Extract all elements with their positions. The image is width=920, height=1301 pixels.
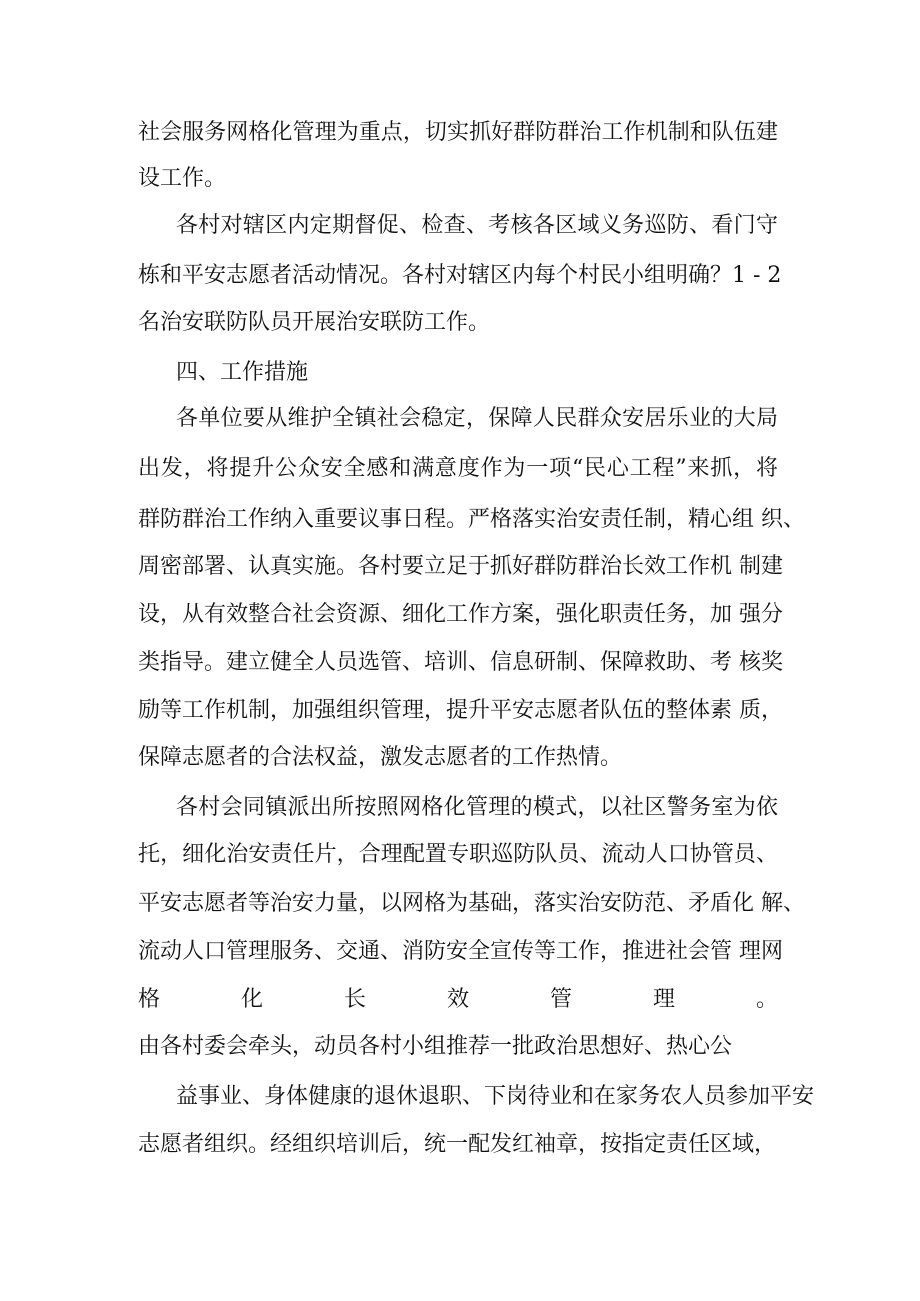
text-line-21: 益事业、身体健康的退休退职、下岗待业和在家务农人员参加平安 — [176, 1084, 815, 1109]
text-line-17: 平安志愿者等治安力量，以网格为基础，落实治安防范、矛盾化 解、 — [138, 891, 805, 916]
text-line-18: 流动人口管理服务、交通、消防安全宣传等工作，推进社会管 理网 — [138, 939, 783, 964]
text-line-11: 设，从有效整合社会资源、细化工作方案，强化职责任务，加 强分 — [138, 602, 783, 627]
text-line-4: 栋和平安志愿者活动情况。各村对辖区内每个村民小组明确？1 - 2 — [138, 263, 782, 288]
text-line-13: 励等工作机制，加强组织管理，提升平安志愿者队伍的整体素 质， — [138, 698, 783, 723]
text-line-5: 名治安联防队员开展治安联防工作。 — [138, 310, 491, 335]
text-line-19: 格化长效管理。 — [138, 987, 778, 1012]
text-line-20: 由各村委会牵头，动员各村小组推荐一批政治思想好、热心公 — [138, 1034, 733, 1059]
text-line-10: 周密部署、认真实施。各村要立足于抓好群防群治长效工作机 制建 — [138, 554, 783, 579]
text-line-7: 各单位要从维护全镇社会稳定，保障人民群众安居乐业的大局 — [176, 406, 778, 431]
text-line-14: 保障志愿者的合法权益，激发志愿者的工作热情。 — [138, 745, 623, 770]
text-line-22: 志愿者组织。经组织培训后，统一配发红袖章，按指定责任区域， — [138, 1132, 777, 1157]
text-line-8: 出发，将提升公众安全感和满意度作为一项“民心工程”来抓，将 — [138, 456, 778, 481]
text-line-16: 托，细化治安责任片，合理配置专职巡防队员、流动人口协管员、 — [138, 842, 778, 867]
text-line-9: 群防群治工作纳入重要议事日程。严格落实治安责任制，精心组 织、 — [138, 507, 805, 532]
text-line-3: 各村对辖区内定期督促、检查、考核各区域义务巡防、看门守 — [176, 213, 778, 238]
text-line-2: 设工作。 — [138, 166, 227, 191]
section-heading: 四、工作措施 — [176, 360, 309, 385]
text-line-1: 社会服务网格化管理为重点，切实抓好群防群治工作机制和队伍建 — [138, 120, 778, 145]
text-line-12: 类指导。建立健全人员选管、培训、信息研制、保障救助、考 核奖 — [138, 650, 783, 675]
text-line-15: 各村会同镇派出所按照网格化管理的模式，以社区警务室为依 — [176, 795, 778, 820]
